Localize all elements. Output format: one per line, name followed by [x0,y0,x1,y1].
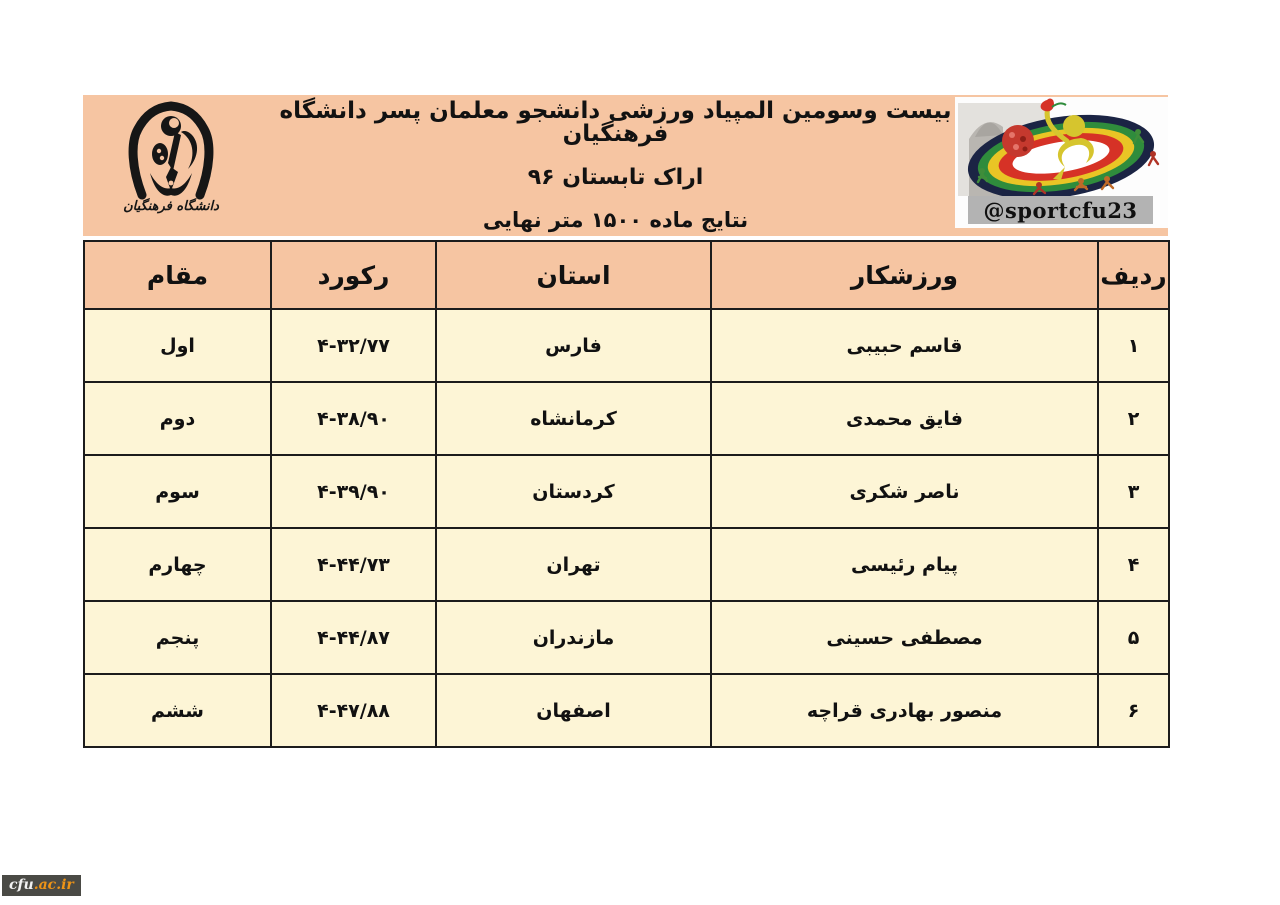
table-row [84,674,1169,747]
university-logo [101,99,241,234]
cell-record: ۴-۳۹/۹۰ [271,455,436,528]
university-logo-caption: دانشگاه فرهنگیان [123,199,219,214]
event-location-year: اراک تابستان ۹۶ [527,165,704,190]
olympiad-rings-icon [955,97,1168,196]
header-band [83,95,1168,236]
cell-row-number: ۶ [1098,674,1169,747]
watermark-prefix: cfu [9,877,34,893]
cell-province: تهران [436,528,711,601]
cell-row-number: ۵ [1098,601,1169,674]
header-titles [263,95,968,236]
cell-rank: پنجم [84,601,271,674]
table-row [84,601,1169,674]
cell-row-number: ۳ [1098,455,1169,528]
cell-athlete: ناصر شکری [711,455,1098,528]
cell-athlete: مصطفی حسینی [711,601,1098,674]
col-header-record: رکورد [271,241,436,309]
cell-row-number: ۴ [1098,528,1169,601]
cell-row-number: ۱ [1098,309,1169,382]
cell-province: کرمانشاه [436,382,711,455]
cell-rank: چهارم [84,528,271,601]
cell-row-number: ۲ [1098,382,1169,455]
table-row [84,309,1169,382]
cell-province: اصفهان [436,674,711,747]
cell-record: ۴-۳۸/۹۰ [271,382,436,455]
cell-athlete: پیام رئیسی [711,528,1098,601]
table-row [84,528,1169,601]
table-row [84,455,1169,528]
cfu-watermark [2,875,81,896]
sport-olympiad-logo [955,97,1168,228]
table-header-row [84,241,1169,309]
col-header-rank: مقام [84,241,271,309]
col-header-row-number: ردیف [1098,241,1169,309]
cell-athlete: قاسم حبیبی [711,309,1098,382]
cell-province: کردستان [436,455,711,528]
cell-rank: ششم [84,674,271,747]
university-emblem-icon [121,99,221,201]
results-table [83,240,1170,748]
cell-athlete: منصور بهادری قراچه [711,674,1098,747]
cell-province: مازندران [436,601,711,674]
event-results-subtitle: نتایج ماده ۱۵۰۰ متر نهایی [482,208,749,232]
cell-rank: اول [84,309,271,382]
cell-record: ۴-۴۴/۷۳ [271,528,436,601]
event-title: بیست وسومین المپیاد ورزشی دانشجو معلمان پسر دانشگاه فرهنگیان [279,98,952,147]
sport-logo-handle-bar [968,196,1153,224]
cell-rank: دوم [84,382,271,455]
watermark-suffix: .ac.ir [33,877,74,893]
cell-rank: سوم [84,455,271,528]
table-row [84,382,1169,455]
sport-logo-handle: @sportcfu23 [983,197,1138,223]
cell-athlete: فایق محمدی [711,382,1098,455]
col-header-province: استان [436,241,711,309]
cell-record: ۴-۳۲/۷۷ [271,309,436,382]
col-header-athlete: ورزشکار [711,241,1098,309]
cell-record: ۴-۴۴/۸۷ [271,601,436,674]
cell-record: ۴-۴۷/۸۸ [271,674,436,747]
cell-province: فارس [436,309,711,382]
